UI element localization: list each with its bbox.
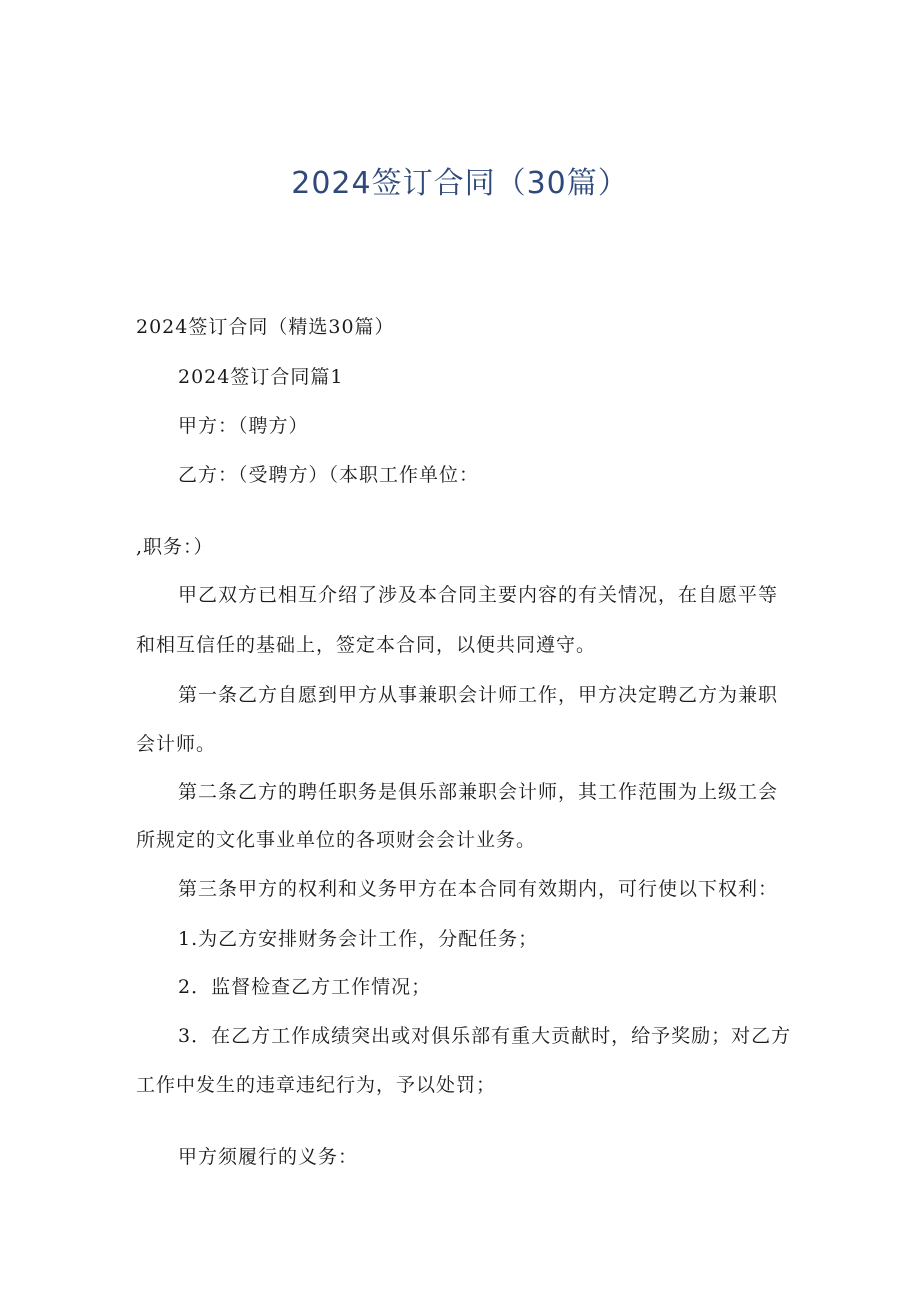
document-subtitle: 2024签订合同（精选30篇） xyxy=(136,316,395,338)
paragraph-line: 甲乙双方已相互介绍了涉及本合同主要内容的有关情况，在自愿平等 xyxy=(178,584,779,606)
party-a-line: 甲方：（聘方） xyxy=(178,415,309,437)
list-item: 1.为乙方安排财务会计工作，分配任务； xyxy=(178,928,539,950)
party-b-line: 乙方：（受聘方）（本职工作单位： xyxy=(178,464,480,486)
paragraph-line: 和相互信任的基础上，签定本合同，以便共同遵守。 xyxy=(136,634,597,656)
paragraph-line: 甲方须履行的义务： xyxy=(178,1146,359,1168)
document-title: 2024签订合同（30篇） xyxy=(291,166,629,201)
paragraph-line: 第一条乙方自愿到甲方从事兼职会计师工作，甲方决定聘乙方为兼职 xyxy=(178,684,779,706)
paragraph-line: 第三条甲方的权利和义务甲方在本合同有效期内，可行使以下权利： xyxy=(178,878,779,900)
list-item: 2．监督检查乙方工作情况； xyxy=(178,976,432,998)
section-heading: 2024签订合同篇1 xyxy=(178,366,344,388)
paragraph-line: 会计师。 xyxy=(136,733,217,755)
paragraph-line: 所规定的文化事业单位的各项财会会计业务。 xyxy=(136,829,537,851)
paragraph-line: 工作中发生的违章违纪行为，予以处罚； xyxy=(136,1074,497,1096)
position-line: ,职务：） xyxy=(136,536,214,558)
list-item: 3．在乙方工作成绩突出或对俱乐部有重大贡献时，给予奖励；对乙方 xyxy=(178,1025,792,1047)
paragraph-line: 第二条乙方的聘任职务是俱乐部兼职会计师，其工作范围为上级工会 xyxy=(178,781,779,803)
